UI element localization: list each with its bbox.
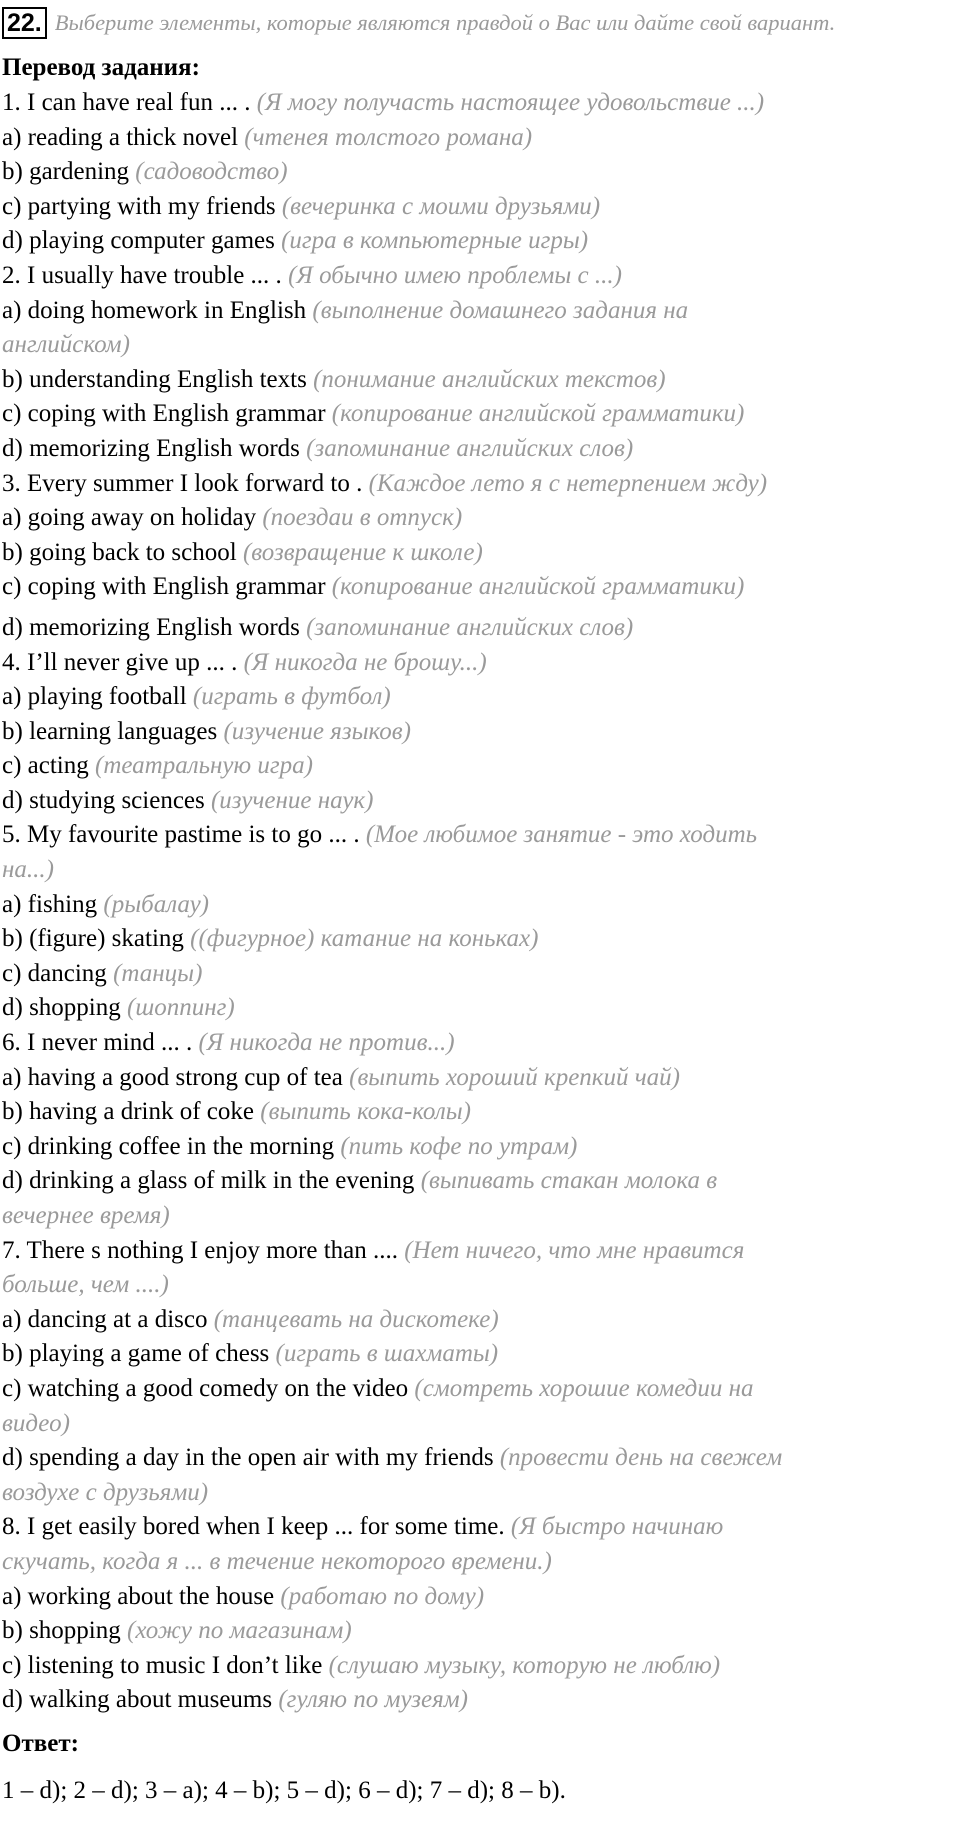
russian-translation: (Я обычно имею проблемы с ...)	[288, 261, 622, 289]
russian-translation: (Я быстро начинаю	[510, 1513, 724, 1541]
english-text: a) having a good strong cup of tea	[2, 1063, 350, 1091]
english-text: 4. I’ll never give up ... .	[2, 648, 244, 676]
russian-translation: (выпить хороший крепкий чай)	[349, 1063, 680, 1091]
russian-translation: (хожу по магазинам)	[127, 1617, 352, 1645]
exercise-line	[2, 121, 957, 156]
english-text: a) reading a thick novel	[2, 123, 245, 151]
russian-translation: (Я никогда не брошу...)	[243, 648, 487, 676]
exercise-line	[2, 432, 957, 467]
english-text: c) partying with my friends	[2, 192, 282, 220]
russian-translation: ((фигурное) катание на коньках)	[190, 925, 539, 953]
russian-translation: (чтенея толстого романа)	[244, 123, 533, 151]
english-text: d) playing computer games	[2, 227, 282, 255]
english-text: a) dancing at a disco	[2, 1305, 214, 1333]
russian-translation: воздухе с друзьями)	[2, 1478, 209, 1506]
exercise-line	[2, 190, 957, 225]
russian-translation: вечернее время)	[2, 1202, 170, 1229]
russian-translation: (садоводство)	[135, 158, 288, 186]
exercise-line	[2, 749, 957, 784]
english-text: d) spending a day in the open air with my friends	[2, 1444, 500, 1472]
exercise-line	[2, 1268, 957, 1303]
english-text: b) understanding English texts	[2, 365, 314, 393]
english-text: a) playing football	[2, 683, 193, 711]
russian-translation: (выполнение домашнего задания на	[312, 296, 689, 324]
russian-translation: (Нет ничего, что мне нравится	[404, 1236, 745, 1264]
english-text: c) listening to music I don’t like	[2, 1651, 329, 1679]
exercise-line	[2, 363, 957, 398]
russian-translation: (рыбалау)	[103, 890, 210, 918]
russian-translation: (Я могу получасть настоящее удовольствие ...)	[256, 89, 765, 116]
russian-translation: (поездаи в отпуск)	[262, 504, 463, 532]
exercise-line	[2, 646, 957, 681]
english-text: d) walking about museums	[2, 1686, 279, 1714]
exercise-line	[2, 1026, 957, 1061]
exercise-line	[2, 1061, 957, 1096]
russian-translation: (вечеринка с моими друзьями)	[281, 192, 601, 220]
exercise-line	[2, 259, 957, 294]
english-text: 2. I usually have trouble ... .	[2, 261, 289, 289]
english-text: 7. There s nothing I enjoy more than ....	[2, 1236, 405, 1264]
russian-translation: (выпить кока-колы)	[260, 1098, 471, 1126]
exercise-line	[2, 1510, 957, 1545]
english-text: c) watching a good comedy on the video	[2, 1374, 415, 1402]
exercise-line	[2, 784, 957, 819]
russian-translation: (возвращение к школе)	[242, 538, 483, 566]
russian-translation: видео)	[2, 1409, 70, 1437]
russian-translation: (танцевать на дискотеке)	[213, 1305, 499, 1333]
exercise-line	[2, 1649, 957, 1684]
exercise-line	[2, 1580, 957, 1615]
russian-translation: (играть в шахматы)	[275, 1340, 499, 1368]
exercise-line	[2, 1476, 957, 1511]
english-text: a) fishing	[2, 890, 104, 918]
english-text: b) going back to school	[2, 538, 243, 566]
task-instruction: Выберите элементы, которые являются правдой о Вас или дайте свой вариант.	[54, 10, 836, 35]
english-text: 3. Every summer I look forward to .	[2, 469, 369, 497]
english-text: c) acting	[2, 752, 96, 780]
russian-translation: (Я никогда не против...)	[198, 1029, 455, 1057]
russian-translation: (пить кофе по утрам)	[340, 1132, 578, 1160]
russian-translation: (копирование английской грамматики)	[331, 400, 745, 428]
exercise-lines	[2, 86, 957, 1718]
english-text: b) shopping	[2, 1617, 127, 1645]
english-text: a) going away on holiday	[2, 504, 263, 532]
exercise-line	[2, 155, 957, 190]
russian-translation: скучать, когда я ... в течение некоторого времени.)	[2, 1547, 552, 1575]
exercise-line	[2, 467, 957, 502]
exercise-line	[2, 1164, 957, 1199]
russian-translation: (запоминание английских слов)	[306, 613, 634, 641]
english-text: 5. My favourite pastime is to go ... .	[2, 821, 366, 849]
exercise-line	[2, 1130, 957, 1165]
exercise-line	[2, 1095, 957, 1130]
english-text: b) having a drink of coke	[2, 1098, 261, 1126]
exercise-line	[2, 1303, 957, 1338]
english-text: 8. I get easily bored when I keep ... for some time.	[2, 1513, 511, 1541]
english-text: c) coping with English grammar	[2, 573, 332, 601]
document-page	[2, 4, 957, 1809]
exercise-line	[2, 1199, 957, 1234]
russian-translation: (театральную игра)	[95, 752, 313, 780]
exercise-line	[2, 991, 957, 1026]
exercise-line	[2, 501, 957, 536]
exercise-line	[2, 1234, 957, 1269]
exercise-line	[2, 1545, 957, 1580]
russian-translation: (выпивать стакан молока в	[420, 1167, 718, 1195]
russian-translation: (Каждое лето я с нетерпением жду)	[368, 469, 768, 497]
english-text: b) (figure) skating	[2, 925, 191, 953]
russian-translation: больше, чем ....)	[2, 1271, 169, 1299]
exercise-line	[2, 1407, 957, 1442]
exercise-line	[2, 1441, 957, 1476]
russian-translation: (понимание английских текстов)	[313, 365, 666, 393]
exercise-line	[2, 818, 957, 853]
english-text: c) drinking coffee in the morning	[2, 1132, 341, 1160]
answer-heading: Ответ:	[2, 1729, 79, 1757]
english-text: d) memorizing English words	[2, 434, 307, 462]
russian-translation: (провести день на свежем	[499, 1444, 783, 1472]
exercise-line	[2, 86, 957, 121]
exercise-line	[2, 536, 957, 571]
exercise-line	[2, 1372, 957, 1407]
russian-translation: (игра в компьютерные игры)	[281, 227, 589, 255]
english-text: c) coping with English grammar	[2, 400, 332, 428]
task-number: 22.	[2, 7, 47, 39]
english-text: 1. I can have real fun ... .	[2, 89, 257, 116]
russian-translation: (слушаю музыку, которую не люблю)	[328, 1651, 721, 1679]
russian-translation: (работаю по дому)	[280, 1582, 485, 1610]
english-text: b) playing a game of chess	[2, 1340, 276, 1368]
exercise-line	[2, 328, 957, 363]
russian-translation: (запоминание английских слов)	[306, 434, 634, 462]
answer-text: 1 – d); 2 – d); 3 – a); 4 – b); 5 – d); 6 – d); 7 – d); 8 – b).	[2, 1776, 566, 1804]
exercise-line	[2, 922, 957, 957]
exercise-line	[2, 715, 957, 750]
exercise-line	[2, 1337, 957, 1372]
exercise-line	[2, 680, 957, 715]
english-text: b) learning languages	[2, 717, 224, 745]
english-text: b) gardening	[2, 158, 136, 186]
english-text: d) studying sciences	[2, 786, 211, 814]
translation-heading: Перевод задания:	[2, 54, 200, 81]
exercise-line	[2, 570, 957, 605]
russian-translation: (Мое любимое занятие - это ходить	[365, 821, 758, 849]
english-text: 6. I never mind ... .	[2, 1029, 199, 1057]
english-text: d) memorizing English words	[2, 613, 307, 641]
english-text: a) doing homework in English	[2, 296, 313, 324]
russian-translation: английском)	[2, 331, 130, 359]
exercise-line	[2, 957, 957, 992]
exercise-line	[2, 888, 957, 923]
russian-translation: (изучение языков)	[223, 717, 411, 745]
english-text: d) drinking a glass of milk in the evening	[2, 1167, 421, 1195]
english-text: a) working about the house	[2, 1582, 281, 1610]
russian-translation: (копирование английской грамматики)	[331, 573, 745, 601]
exercise-line	[2, 1614, 957, 1649]
exercise-line	[2, 294, 957, 329]
exercise-line	[2, 853, 957, 888]
russian-translation: (танцы)	[113, 959, 203, 987]
russian-translation: (смотреть хорошие комедии на	[414, 1374, 754, 1402]
russian-translation: (гуляю по музеям)	[278, 1686, 468, 1714]
english-text: d) shopping	[2, 994, 127, 1022]
exercise-line	[2, 1683, 957, 1718]
task-header	[2, 4, 957, 42]
russian-translation: (шоппинг)	[127, 994, 235, 1022]
russian-translation: (изучение наук)	[210, 786, 374, 814]
exercise-line	[2, 397, 957, 432]
exercise-line	[2, 224, 957, 259]
russian-translation: (играть в футбол)	[192, 683, 391, 711]
russian-translation: на...)	[2, 856, 54, 884]
exercise-line	[2, 611, 957, 646]
english-text: c) dancing	[2, 959, 114, 987]
